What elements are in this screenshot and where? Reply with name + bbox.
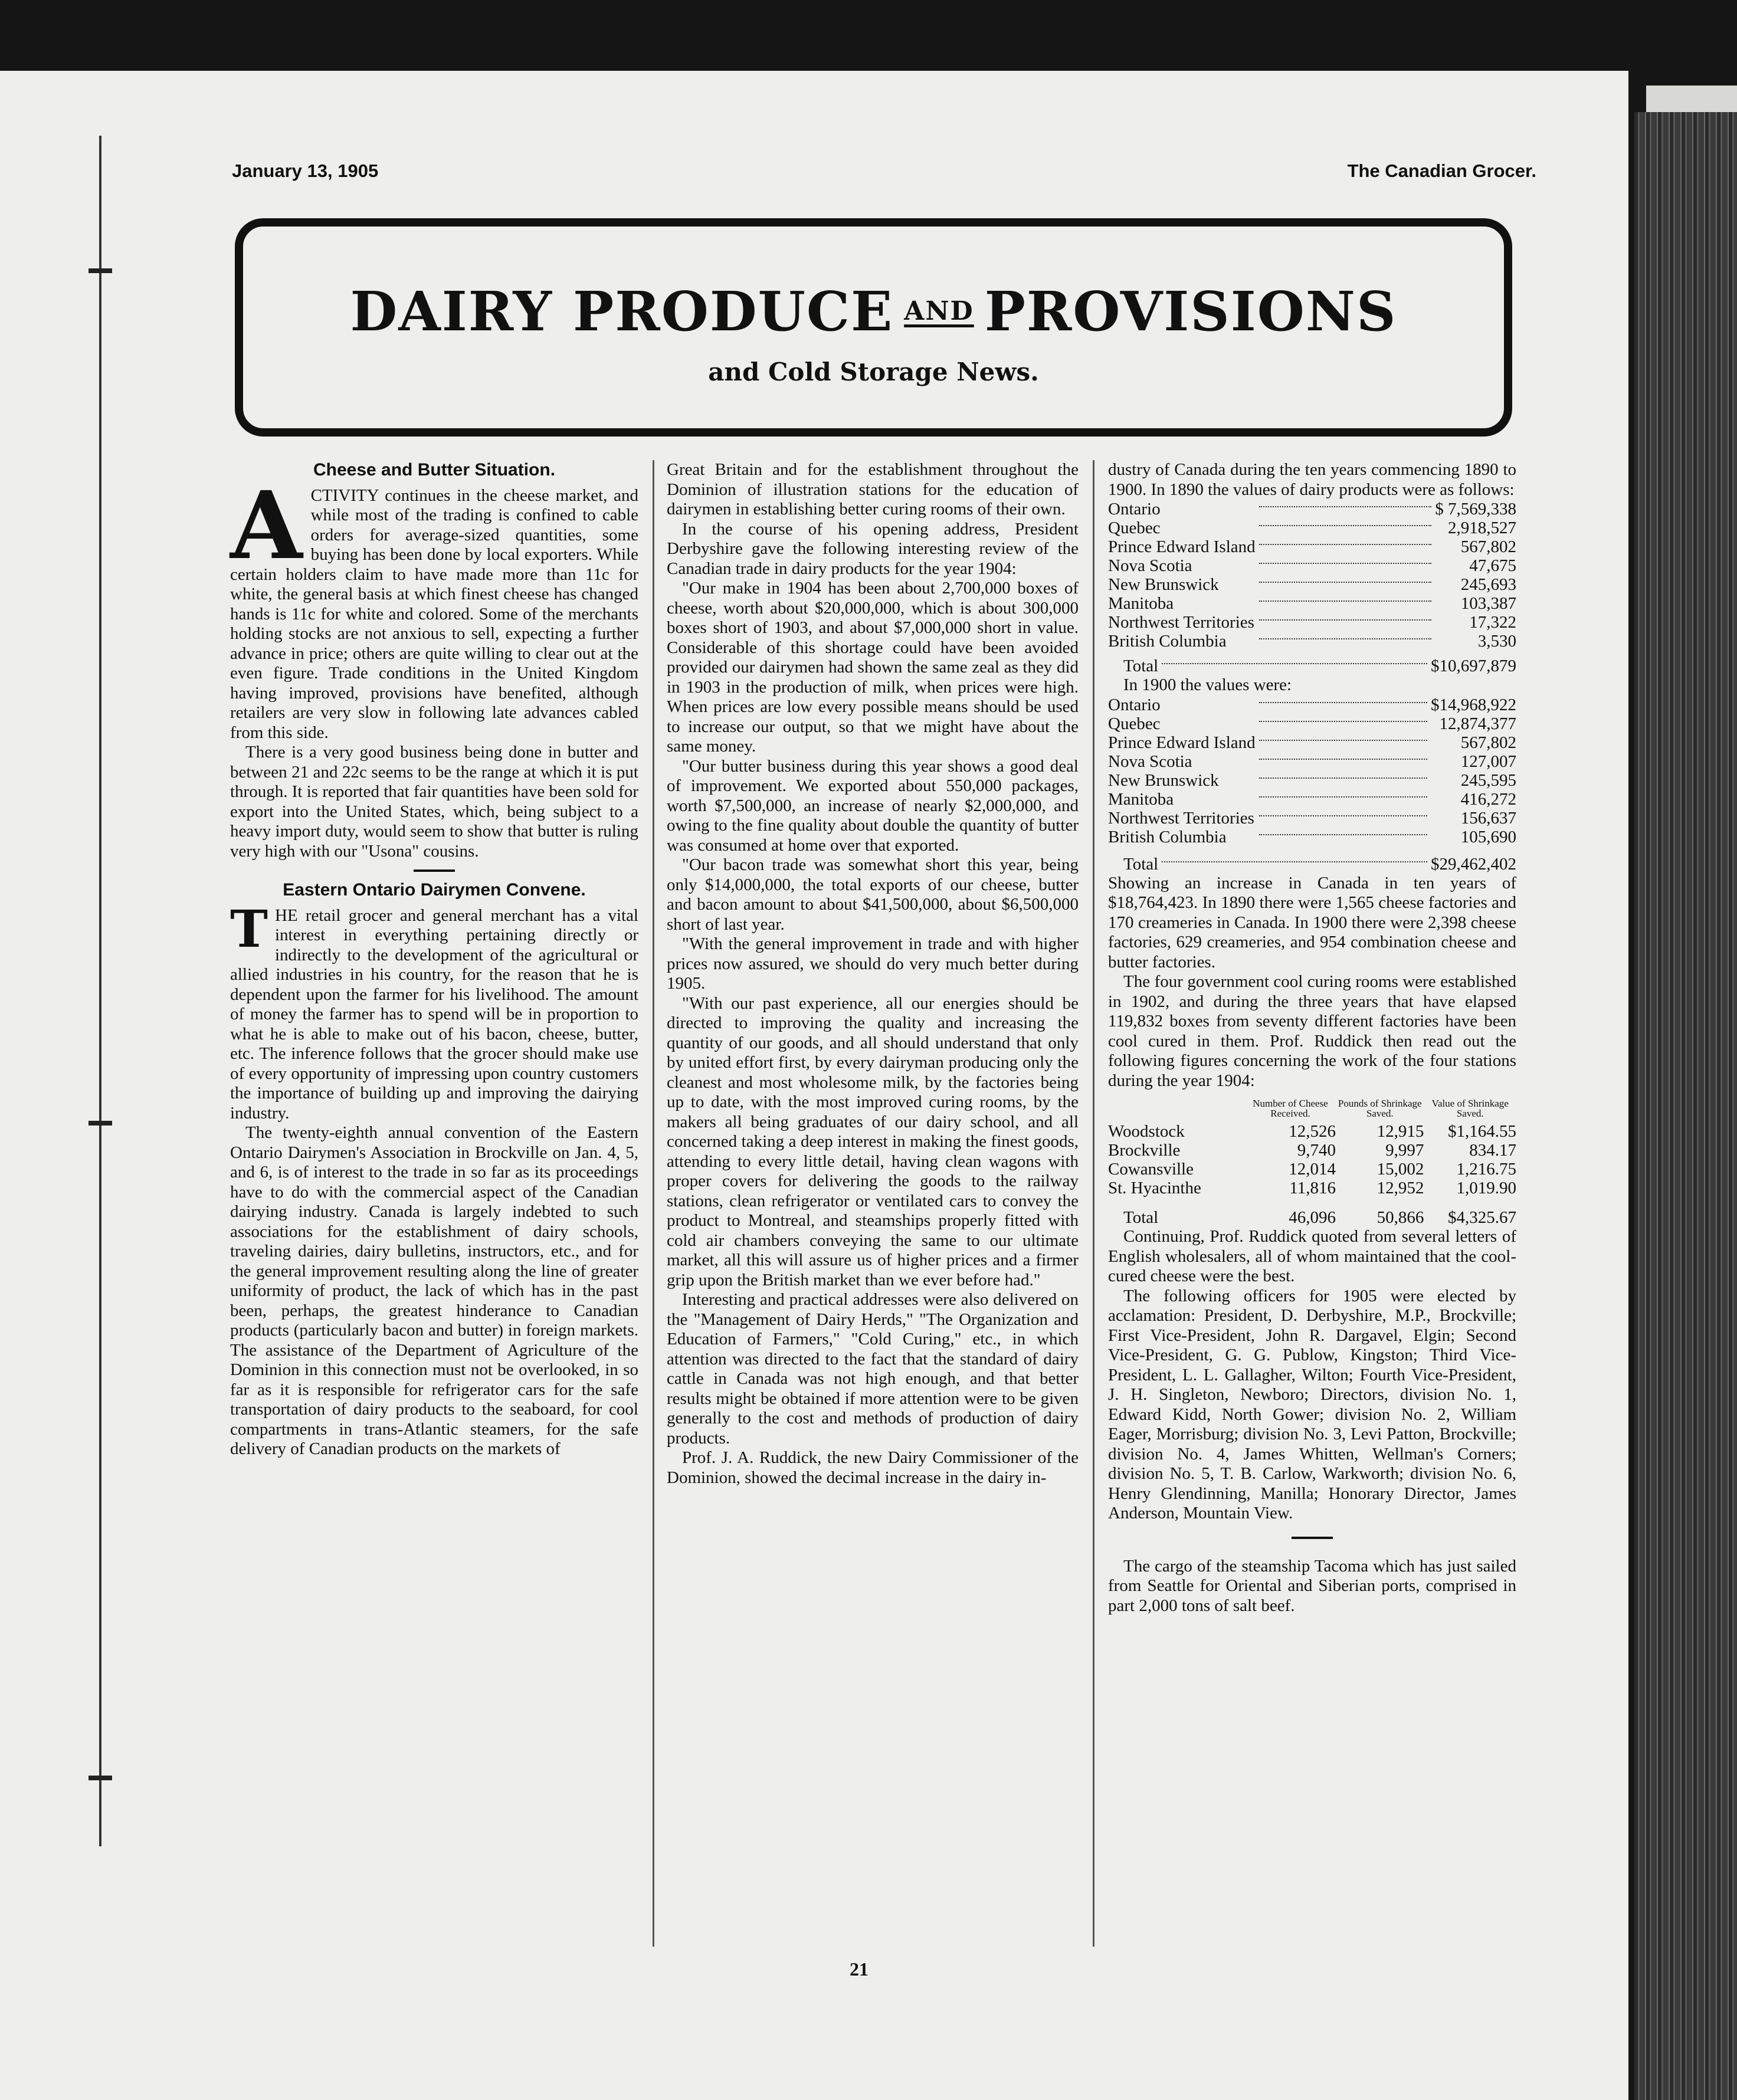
value-row [1108, 632, 1516, 651]
value-row [1108, 828, 1516, 846]
column-divider [1093, 460, 1094, 1947]
station-row [1108, 1160, 1516, 1179]
pounds-saved: 9,997 [1385, 1141, 1424, 1160]
value-row [1108, 695, 1516, 714]
total-label: Total [1123, 657, 1159, 675]
article-paragraph: CTIVITY continues in the cheese market, and while most of the trading is confined to cable orders for average-sized quantities, some buying has been done by local exporters. While certain holders claim to have made more than 11c for white, the general basis at which finest cheese has changed hands is 11c for white and colored. Some of the merchants holding stocks are not anxious to sell, expecting a further advance in price; others are quite willing to clear out at the even figure. Trade conditions in the United Kingdom having improved, provisions have benefited, although retailers are very slow in following late advances cabled from this side. [230, 485, 638, 742]
article-paragraph: The twenty-eighth annual convention of the Eastern Ontario Dairymen's Association in Brockville on Jan. 4, 5, and 6, is of interest to the trade in so far as its proceedings have to do with the commercial aspect of the Canadian dairying industry. Canada is largely indebted to such associations for the establishment of dairy schools, traveling dairies, dairy bulletins, instructors, etc., and for the general improvement resulting along the line of greater uniformity of product, the lack of which has in the past been, perhaps, the greatest hinderance to Canadian products (particularly bacon and butter) in foreign markets. The assistance of the Department of Agriculture of the Dominion in this connection must not be overlooked, in so far as it is responsible for refrigerator cars for the safe transportation of dairy products to the seaboard, for cool compartments in trans-Atlantic steamers, for the safe delivery of Canadian products on the markets of [230, 1123, 638, 1458]
province-name: British Columbia [1108, 632, 1227, 651]
banner-title-right: PROVISIONS [984, 280, 1397, 343]
value-row [1108, 594, 1516, 613]
cheese-received: 12,526 [1289, 1122, 1336, 1141]
province-name: Northwest Territories [1108, 808, 1254, 828]
article-paragraph: The four government cool curing rooms were established in 1902, and during the three years that have elapsed 119,832 boxes from seventy different factories have been cool cured in them. Prof. Ruddick then read out the following figures concerning the work of the four stations during the year 1904: [1108, 972, 1516, 1090]
left-page-edge [99, 136, 101, 1846]
edge-tick [89, 268, 112, 273]
province-value: 17,322 [1469, 613, 1516, 632]
value-row [1108, 500, 1516, 519]
pounds-saved: 12,915 [1377, 1122, 1424, 1141]
article-paragraph: The following officers for 1905 were elected by acclamation: President, D. Derbyshire, M.P., Brockville; First Vice-President, John R. Dargavel, Elgin; Second Vice-President, G. G. Publow, Kingston; Third Vice-President, L. L. Gallagher, Wilton; Fourth Vice-President, J. H. Singleton, Newboro; Directors, division No. 1, Edward Kidd, North Gower; division No. 2, William Eager, Morrisburg; division No. 3, Levi Patton, Brockville; division No. 4, James Whitten, Wellman's Corners; division No. 5, T. B. Carlow, Warkworth; division No. 6, Henry Glendinning, Manilla; Honorary Director, James Anderson, Mountain View. [1108, 1286, 1516, 1522]
edge-tick [89, 1776, 112, 1780]
article-paragraph: In the course of his opening address, President Derbyshire gave the following interesting review of the Canadian trade in dairy products for the year 1904: [667, 519, 1079, 578]
total-cheese: 46,096 [1289, 1208, 1336, 1227]
value-saved: 1,216.75 [1456, 1160, 1516, 1179]
stations-total-row [1108, 1208, 1516, 1227]
province-name: Nova Scotia [1108, 752, 1192, 771]
province-name: Ontario [1108, 695, 1161, 714]
edge-tick [89, 1121, 112, 1126]
province-value: 127,007 [1460, 752, 1516, 771]
province-value: 416,272 [1460, 789, 1516, 809]
station-row [1108, 1122, 1516, 1141]
article-paragraph: Continuing, Prof. Ruddick quoted from several letters of English wholesalers, all of whom maintained that the cool-cured cheese were the best. [1108, 1227, 1516, 1285]
total-1890-row [1108, 657, 1516, 675]
station-name: Brockville [1108, 1141, 1181, 1160]
value-row [1108, 809, 1516, 828]
province-name: Prince Edward Island [1108, 537, 1256, 556]
column-2 [667, 460, 1079, 1488]
province-value: 103,387 [1460, 594, 1516, 613]
column-divider [653, 460, 654, 1947]
book-binding [1634, 112, 1737, 2100]
pounds-saved: 15,002 [1377, 1160, 1424, 1179]
article-paragraph: "With our past experience, all our energies should be directed to improving the quality and increasing the quantity of our goods, and all should understand that only by united effort first, by every dairyman producing only the cleanest and most wholesome milk, by the factories being up to date, with the most improved curing rooms, by the makers all being graduates of our dairy school, and all concerned taking a deep interest in making the finest goods, attending to every little detail, having clean wagons with proper covers for delivering the goods to the railway stations, clean refrigerator or ventilated cars to convey the product to Montreal, and steamships properly fitted with cold air chambers conveying the same to our ultimate market, all this will assure us of higher prices and a firmer grip upon the British market than we ever before had." [667, 993, 1079, 1289]
drop-cap-a: A [230, 471, 303, 580]
province-value: 156,637 [1460, 808, 1516, 828]
province-name: Quebec [1108, 519, 1161, 537]
province-value: 245,595 [1460, 770, 1516, 790]
province-name: New Brunswick [1108, 770, 1219, 790]
article-paragraph: "With the general improvement in trade and with higher prices now assured, we should do very much better during 1905. [667, 934, 1079, 993]
section-rule [1292, 1537, 1333, 1539]
article-paragraph: "Our bacon trade was somewhat short this year, being only $14,000,000, the total exports of our cheese, butter and bacon amount to about $41,500,000, about $6,500,000 short of last year. [667, 855, 1079, 934]
station-row [1108, 1141, 1516, 1160]
value-row [1108, 613, 1516, 632]
province-name: Nova Scotia [1108, 556, 1192, 575]
value-row [1108, 519, 1516, 537]
value-saved: 1,019.90 [1456, 1179, 1516, 1197]
column-header: Number of Cheese Received. [1253, 1098, 1328, 1119]
headline-dairymen-convene: Eastern Ontario Dairymen Convene. [283, 880, 586, 900]
article-paragraph: There is a very good business being done in butter and between 21 and 22c seems to be the range at which it is put through. It is reported that fair quantities have been sold for export into the United States, which, being subject to a heavy import duty, would seem to show that butter is ruling very high with our "Usona" cousins. [230, 743, 638, 861]
province-name: Ontario [1108, 500, 1161, 519]
header-publication: The Canadian Grocer. [1347, 160, 1536, 181]
province-name: Prince Edward Island [1108, 733, 1256, 752]
banner-title [243, 280, 1504, 343]
drop-cap-t: T [230, 899, 268, 959]
section-banner [235, 218, 1512, 437]
province-value: 3,530 [1477, 632, 1516, 651]
value-saved: $1,164.55 [1448, 1122, 1516, 1141]
total-1900-row [1108, 855, 1516, 874]
value-row [1108, 790, 1516, 809]
article-paragraph: Great Britain and for the establishment throughout the Dominion of illustration stations for the education of dairymen in establishing better curing rooms of their own. [667, 460, 1079, 519]
article-paragraph: In 1900 the values were: [1123, 675, 1292, 694]
total-value: $4,325.67 [1448, 1208, 1516, 1227]
values-1900-table [1108, 695, 1516, 846]
value-row [1108, 733, 1516, 752]
column-header: Pounds of Shrinkage Saved. [1338, 1098, 1422, 1119]
value-row [1108, 537, 1516, 556]
cheese-received: 12,014 [1289, 1160, 1336, 1179]
province-name: Manitoba [1108, 594, 1174, 613]
article-paragraph: "Our butter business during this year shows a good deal of improvement. We exported about 550,000 packages, worth $7,500,000, an increase of nearly $2,000,000, and owing to the fine quality about double the quantity of butter was consumed at home over that exported. [667, 756, 1079, 855]
column-3 [1108, 460, 1516, 1616]
value-row [1108, 752, 1516, 771]
province-name: British Columbia [1108, 827, 1227, 846]
province-value: 105,690 [1460, 827, 1516, 846]
column-1 [230, 460, 638, 1459]
province-value: 47,675 [1469, 556, 1516, 575]
values-1890-table [1108, 500, 1516, 651]
station-name: Woodstock [1108, 1122, 1185, 1141]
province-value: 245,693 [1460, 575, 1516, 594]
total-label: Total [1123, 1208, 1159, 1227]
province-name: New Brunswick [1108, 575, 1219, 594]
article-paragraph: Showing an increase in Canada in ten years of $18,764,423. In 1890 there were 1,565 cheese factories and 170 creameries in Canada. In 1900 there were 2,398 cheese factories, 629 creameries, and 954 combination cheese and butter factories. [1108, 873, 1516, 972]
total-value: $10,697,879 [1431, 657, 1516, 675]
article-paragraph: Prof. J. A. Ruddick, the new Dairy Commissioner of the Dominion, showed the decimal increase in the dairy in- [667, 1448, 1079, 1487]
article-paragraph: HE retail grocer and general merchant has a vital interest in everything pertaining directly or indirectly to the development of the agricultural or allied industries in his country, for the reason that he is dependent upon the farmer for his livelihood. The amount of money the farmer has to spend will be in proportion to what he is able to make out of his bacon, cheese, butter, etc. The inference follows that the grocer should make use of every opportunity of impressing upon country customers the importance of building up and improving the dairying industry. [230, 905, 638, 1123]
article-paragraph: The cargo of the steamship Tacoma which has just sailed from Seattle for Oriental and Siberian ports, comprised in part 2,000 tons of salt beef. [1108, 1556, 1516, 1615]
headline-cheese-butter: Cheese and Butter Situation. [313, 460, 556, 480]
province-name: Manitoba [1108, 789, 1174, 809]
province-name: Quebec [1108, 714, 1161, 733]
province-value: $ 7,569,338 [1435, 500, 1516, 519]
value-row [1108, 771, 1516, 790]
province-value: 567,802 [1460, 733, 1516, 752]
station-name: Cowansville [1108, 1160, 1194, 1179]
banner-subtitle: and Cold Storage News. [708, 357, 1039, 386]
value-row [1108, 556, 1516, 575]
station-row [1108, 1179, 1516, 1197]
article-paragraph: dustry of Canada during the ten years commencing 1890 to 1900. In 1890 the values of dairy products were as follows: [1108, 460, 1516, 499]
value-row [1108, 575, 1516, 594]
cheese-received: 9,740 [1297, 1141, 1336, 1160]
pounds-saved: 12,952 [1377, 1179, 1424, 1197]
province-name: Northwest Territories [1108, 613, 1254, 632]
province-value: $14,968,922 [1431, 695, 1516, 714]
page-number: 21 [850, 1958, 868, 1980]
total-pounds: 50,866 [1377, 1208, 1424, 1227]
article-paragraph: Interesting and practical addresses were also delivered on the "Management of Dairy Herds," "The Organization and Education of Farmers," "Cold Curing," etc., in which attention was directed to the fact that the standard of dairy cattle in Canada was not high enough, and that better results might be obtained if more attention were to be given generally to the cost and methods of production of dairy products. [667, 1290, 1079, 1448]
article-paragraph: "Our make in 1904 has been about 2,700,000 boxes of cheese, worth about $20,000,000, which is about 300,000 boxes short of 1903, and about $7,000,000 short in value. Considerable of this shortage could have been avoided provided our dairymen had shown the same zeal as they did in 1903 in the production of milk, when prices were high. When prices are low every possible means should be used to increase our output, so that we might have about the same money. [667, 579, 1079, 756]
total-label: Total [1123, 854, 1159, 874]
province-value: 2,918,527 [1448, 519, 1516, 537]
province-value: 12,874,377 [1439, 714, 1516, 733]
banner-title-and: AND [904, 296, 974, 326]
total-value: $29,462,402 [1431, 854, 1516, 874]
station-name: St. Hyacinthe [1108, 1179, 1201, 1197]
value-saved: 834.17 [1469, 1141, 1516, 1160]
stations-table [1108, 1098, 1516, 1227]
header-date: January 13, 1905 [232, 160, 379, 181]
column-header: Value of Shrinkage Saved. [1431, 1098, 1509, 1119]
banner-title-left: DAIRY PRODUCE [350, 280, 894, 343]
province-value: 567,802 [1460, 537, 1516, 556]
value-row [1108, 714, 1516, 733]
section-rule [414, 869, 455, 872]
cheese-received: 11,816 [1289, 1179, 1336, 1197]
